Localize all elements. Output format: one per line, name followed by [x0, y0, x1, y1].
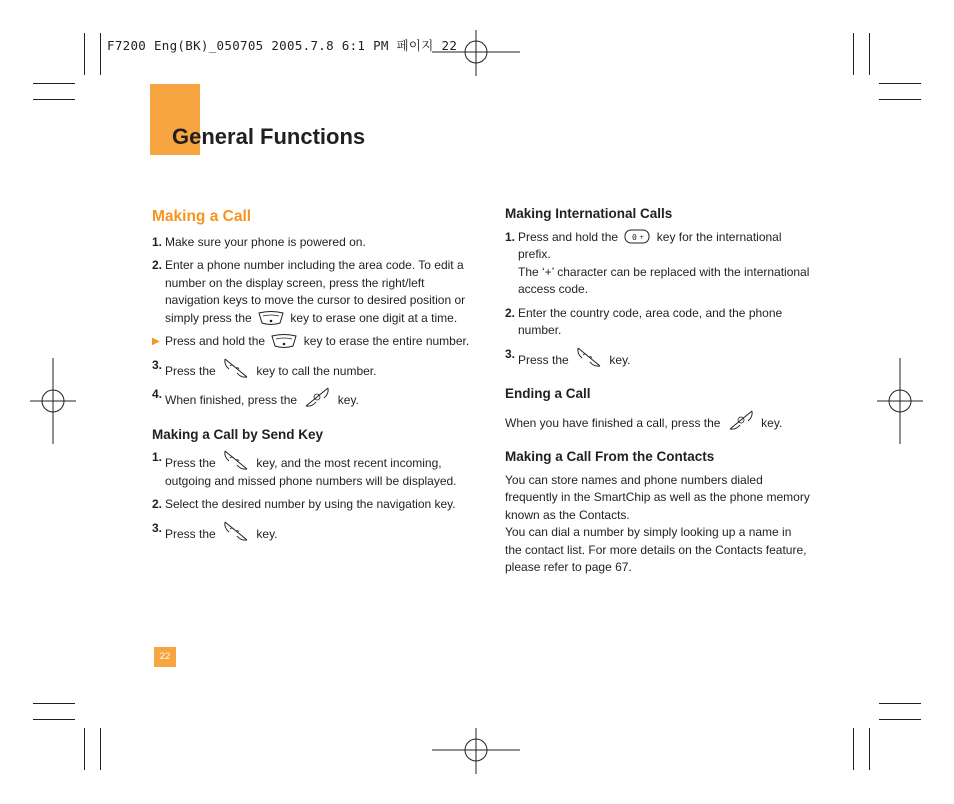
- paragraph: You can store names and phone numbers dialed frequently in the SmartChip as well as the phone memory known as the Contacts.: [505, 472, 810, 522]
- step-text: Press the: [165, 456, 216, 470]
- step-note: The ‘+’ character can be replaced with the international access code.: [518, 264, 810, 296]
- clear-key-icon: [271, 333, 297, 349]
- list-item: [152, 234, 470, 252]
- step-text: Select the desired number by using the navigation key.: [165, 497, 456, 511]
- list-item: [152, 520, 470, 544]
- registration-mark: [432, 728, 520, 774]
- list-item: [152, 386, 470, 410]
- crop-mark: [100, 728, 101, 770]
- print-slug: F7200 Eng(BK)_050705 2005.7.8 6:1 PM 페이지 22: [107, 38, 458, 53]
- paragraph: You can dial a number by simply looking up a name in the contact list. For more details on the Contacts feature, please refer to page 67.: [505, 525, 807, 574]
- list-item: [152, 496, 470, 514]
- step-text: key to erase one digit at a time.: [290, 310, 458, 325]
- send-key-icon: [222, 357, 250, 379]
- send-key-icon: [575, 346, 603, 368]
- section-heading-ending-a-call: Ending a Call: [505, 386, 591, 401]
- step-text: Press the: [518, 352, 569, 367]
- registration-mark: [432, 30, 520, 76]
- section-heading-making-a-call: Making a Call: [152, 208, 252, 225]
- crop-mark: [869, 728, 870, 770]
- list-item: [152, 333, 470, 351]
- list-item: [505, 305, 810, 340]
- step-text: Enter a phone number including the area code. To edit a number on the display screen, press the right/left navigation keys to move the cursor to desired position or simply press the: [165, 258, 466, 325]
- step-text: key to call the number.: [256, 363, 377, 378]
- list-item: [505, 346, 810, 370]
- clear-key-icon: [258, 310, 284, 326]
- step-text: When finished, press the: [165, 393, 298, 407]
- step-text: Enter the country code, area code, and the phone number.: [518, 305, 783, 337]
- svg-text:+: +: [639, 233, 645, 241]
- crop-mark: [853, 728, 854, 770]
- section-heading-contacts: Making a Call From the Contacts: [505, 449, 715, 464]
- send-key-icon: [222, 520, 250, 542]
- step-text: key.: [256, 526, 278, 541]
- step-text: Press the: [165, 526, 216, 541]
- step-number: 1.: [505, 229, 516, 244]
- bullet-arrow-icon: ▶: [152, 336, 160, 347]
- right-column: [505, 205, 810, 577]
- crop-mark: [853, 33, 854, 75]
- crop-mark: [84, 728, 85, 770]
- paragraph-text: When you have finished a call, press the: [505, 415, 721, 430]
- step-text: Press the: [165, 363, 216, 378]
- crop-mark: [33, 719, 75, 720]
- list-item: [505, 229, 810, 299]
- registration-mark: [877, 358, 923, 444]
- crop-mark: [869, 33, 870, 75]
- crop-mark: [879, 99, 921, 100]
- crop-mark: [33, 99, 75, 100]
- step-text: key.: [609, 352, 631, 367]
- crop-mark: [879, 703, 921, 704]
- end-key-icon: [303, 386, 331, 408]
- step-text: Press and hold the: [518, 229, 619, 244]
- section-heading-international: Making International Calls: [505, 206, 673, 221]
- paragraph-text: key.: [761, 415, 783, 430]
- crop-mark: [879, 719, 921, 720]
- page-title: General Functions: [172, 124, 366, 149]
- svg-text:0: 0: [632, 232, 638, 242]
- list-item: [152, 357, 470, 381]
- page-number-badge: 22: [154, 647, 176, 667]
- crop-mark: [100, 33, 101, 75]
- step-text: key, and the most recent incoming, outgoing and missed phone numbers will be displayed.: [165, 456, 457, 488]
- step-number: 3.: [505, 346, 516, 361]
- step-text: key to erase the entire number.: [303, 334, 470, 348]
- crop-mark: [33, 703, 75, 704]
- end-key-icon: [727, 409, 755, 431]
- step-text: Make sure your phone is powered on.: [165, 234, 366, 249]
- left-column: [152, 208, 470, 549]
- step-number: 2.: [152, 497, 163, 511]
- list-item: [152, 257, 470, 327]
- step-number: 3.: [152, 357, 163, 372]
- step-text: key.: [337, 393, 359, 407]
- paragraph: [505, 409, 810, 433]
- crop-mark: [33, 83, 75, 84]
- step-number: 2.: [152, 258, 163, 272]
- step-number: 1.: [152, 450, 163, 464]
- step-number: 4.: [152, 387, 163, 401]
- list-item: [152, 449, 470, 490]
- step-number: 1.: [152, 234, 163, 249]
- registration-mark: [30, 358, 76, 444]
- step-text: Press and hold the: [165, 334, 266, 348]
- zero-key-icon: [624, 229, 650, 245]
- step-number: 3.: [152, 520, 163, 535]
- step-text: key for the international prefix.: [518, 229, 782, 261]
- crop-mark: [84, 33, 85, 75]
- section-heading-send-key: Making a Call by Send Key: [152, 426, 324, 442]
- send-key-icon: [222, 449, 250, 471]
- crop-mark: [879, 83, 921, 84]
- step-number: 2.: [505, 305, 516, 320]
